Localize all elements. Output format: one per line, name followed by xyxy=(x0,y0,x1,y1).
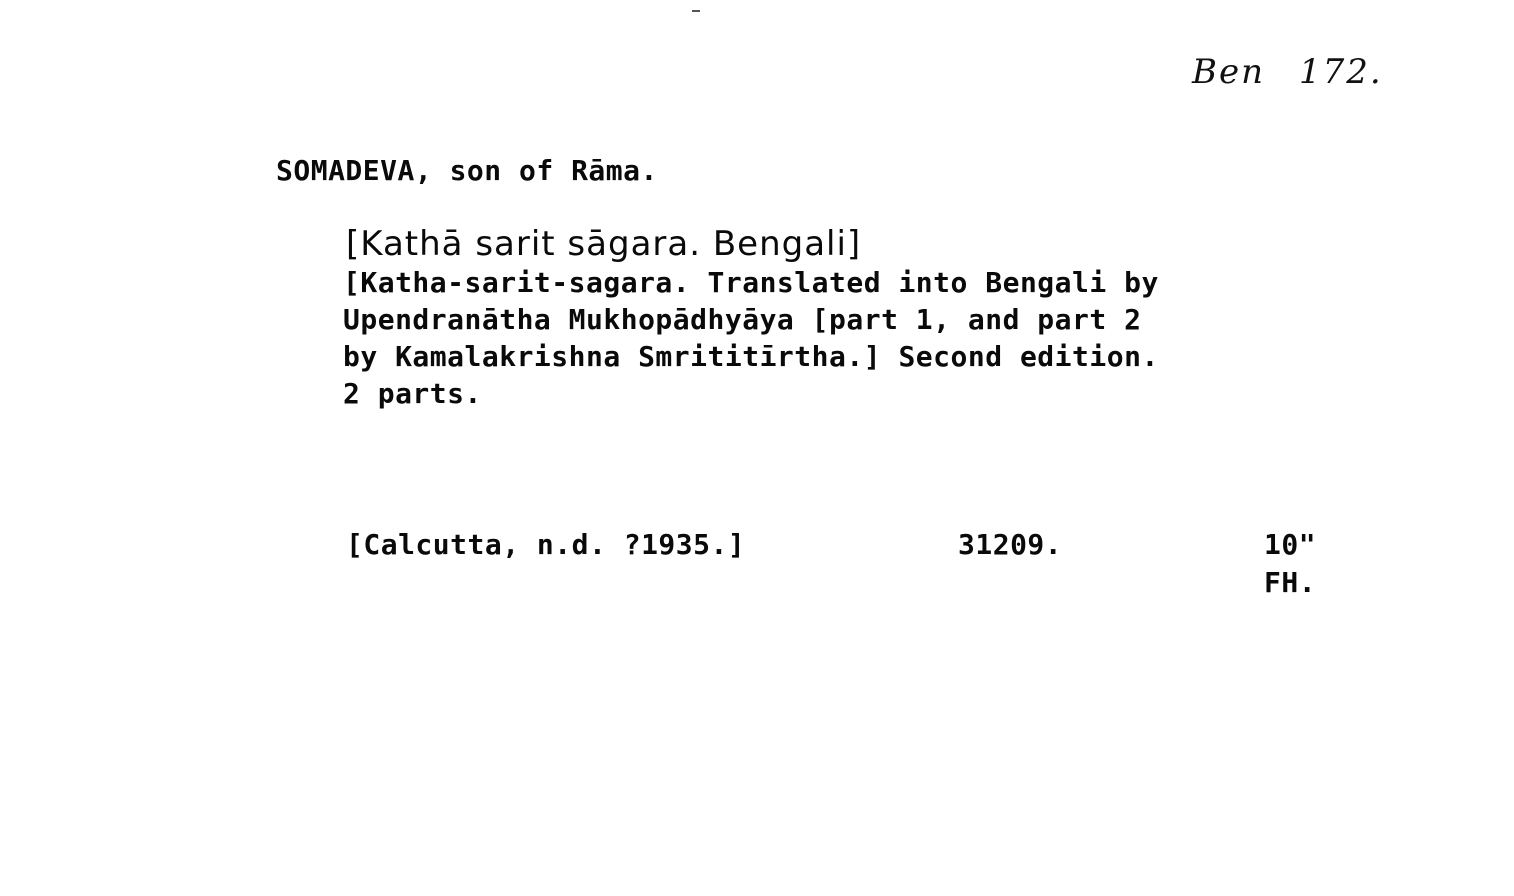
shelfmark xyxy=(1192,52,1383,92)
description-line: [Katha-sarit-sagara. Translated into Bengali by xyxy=(343,266,1159,299)
accession-number: 31209. xyxy=(958,528,1063,561)
ink-speck xyxy=(692,10,700,12)
uniform-title: [Kathā sarit sāgara. Bengali] xyxy=(346,224,862,264)
shelfmark-prefix: Ben xyxy=(1192,52,1266,92)
author-heading: SOMADEVA, son of Rāma. xyxy=(276,154,658,187)
shelfmark-number: 172. xyxy=(1299,52,1383,92)
description-line: 2 parts. xyxy=(343,377,482,410)
description-line: Upendranātha Mukhopādhyāya [part 1, and part 2 xyxy=(343,303,1142,336)
imprint-place-date: [Calcutta, n.d. ?1935.] xyxy=(346,528,746,561)
description-line: by Kamalakrishna Smrititīrtha.] Second edition. xyxy=(343,340,1159,373)
item-size: 10" xyxy=(1264,528,1317,561)
location-code: FH. xyxy=(1264,566,1317,599)
title-description xyxy=(343,264,1159,412)
